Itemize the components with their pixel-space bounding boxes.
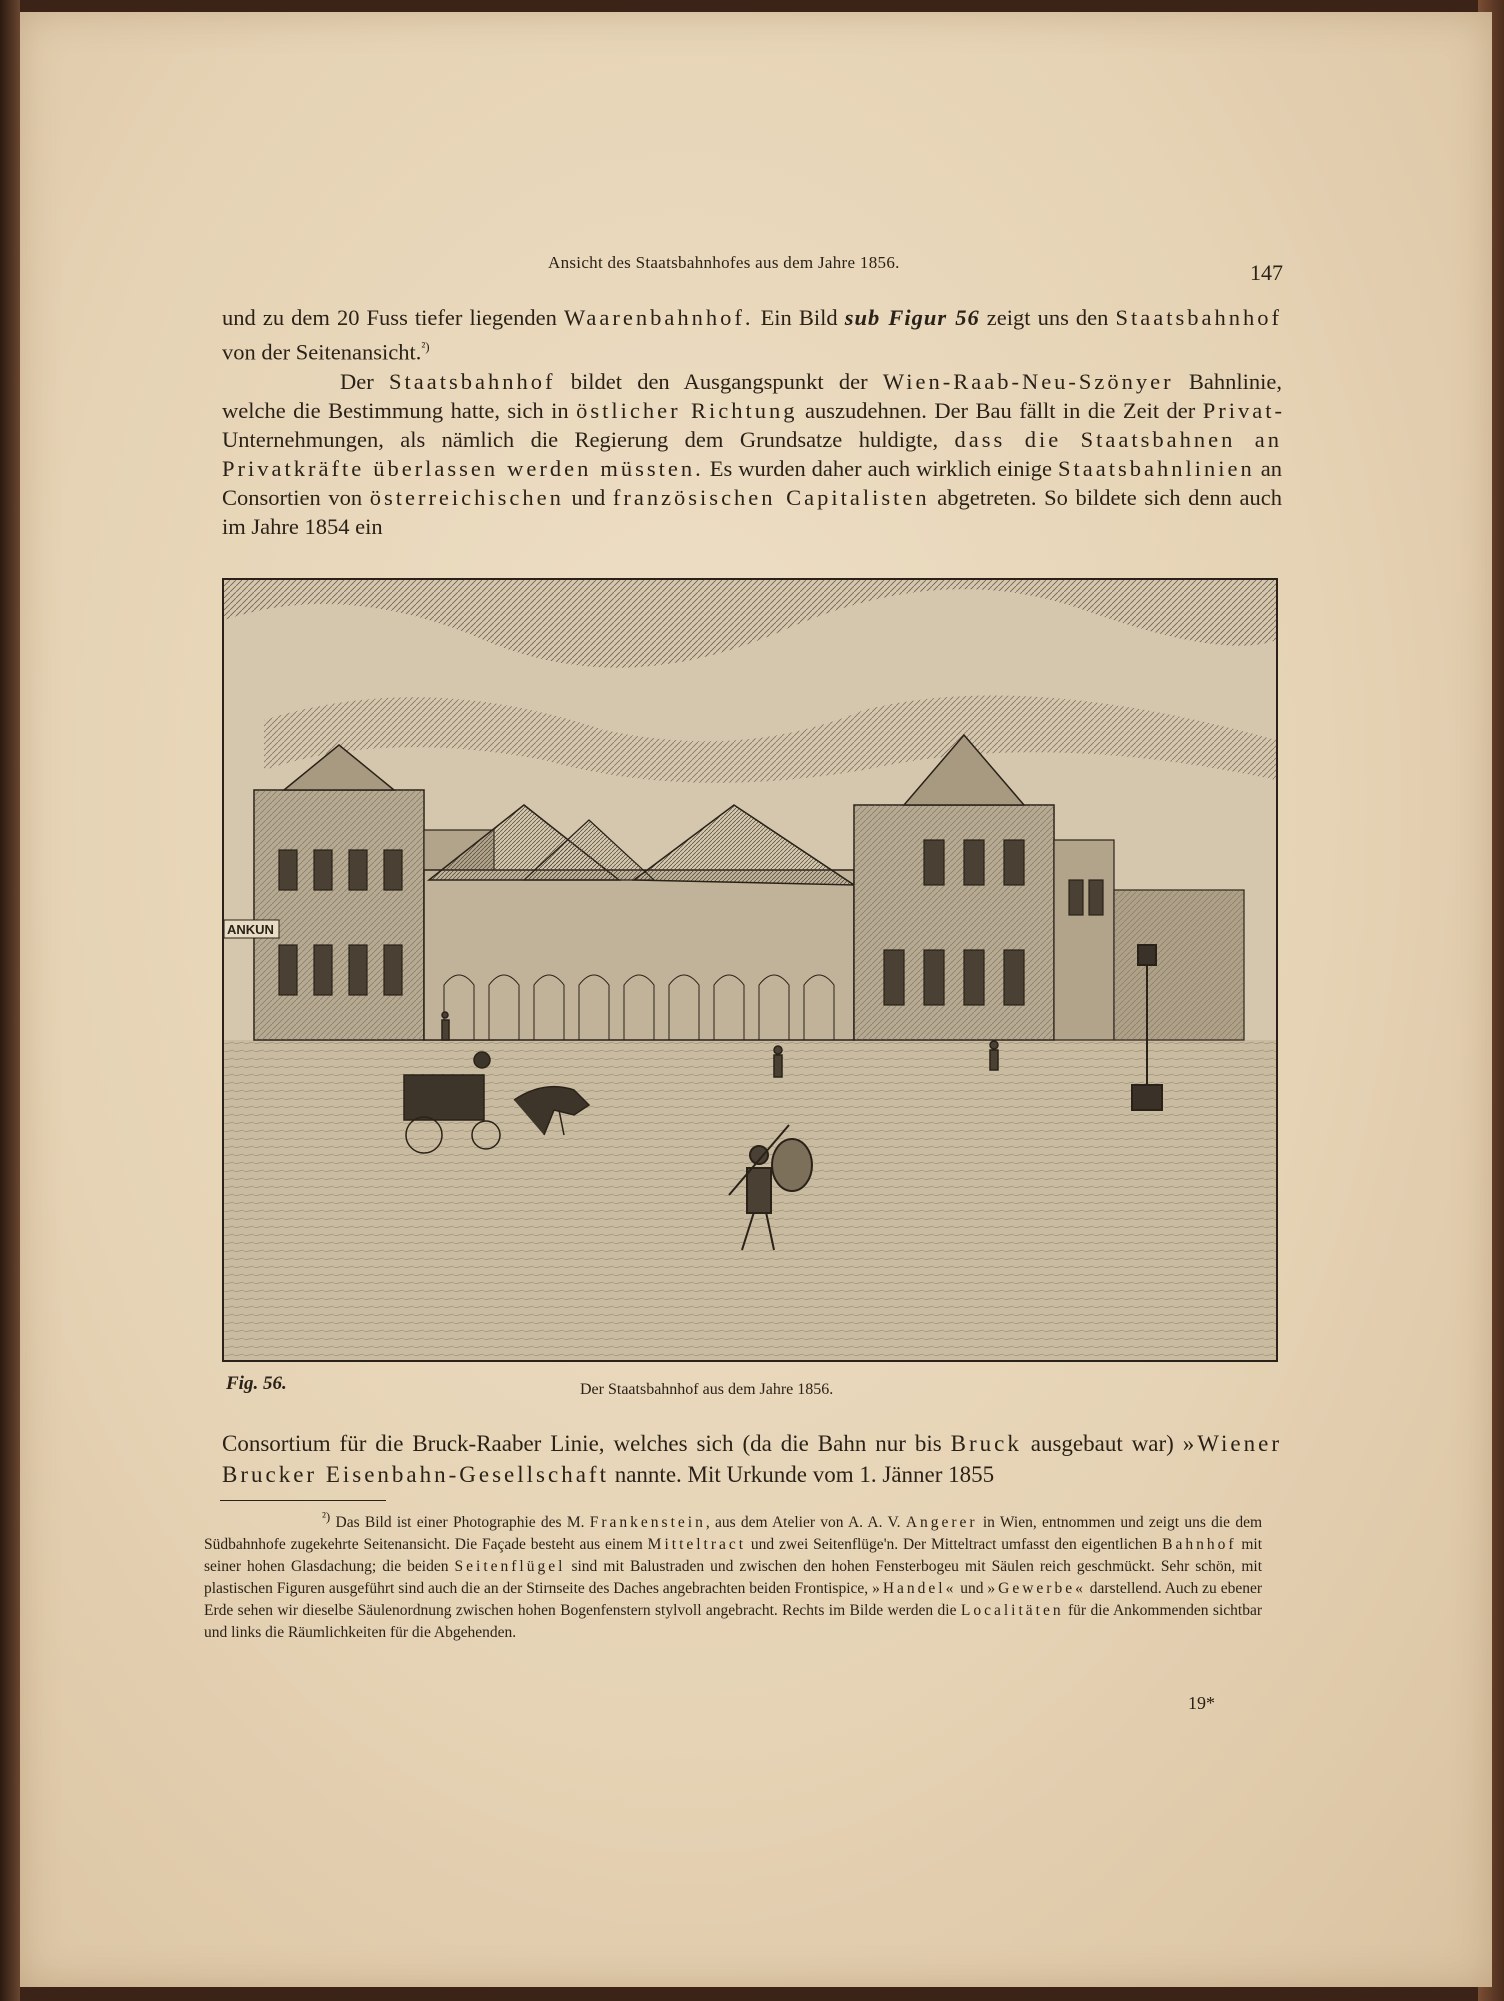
footnote-marker: ²) [322, 1509, 331, 1524]
spaced-term: Frankenstein [589, 1514, 706, 1532]
text-run: bildet den Ausgangspunkt der [555, 368, 883, 394]
signature-mark: 19* [1188, 1693, 1215, 1713]
text-run: nannte. Mit Urkunde vom 1. Jänner 1855 [608, 1462, 995, 1487]
spaced-term: Bahnhof [1162, 1536, 1237, 1554]
paragraph-1 [222, 303, 1282, 367]
spaced-term: Angerer [905, 1514, 978, 1532]
text-run: Der [340, 368, 389, 394]
arrival-sign-text: ANKUN [227, 922, 274, 937]
figure-label: Fig. 56. [226, 1373, 287, 1394]
text-run: , aus dem Atelier von A. A. V. [705, 1514, 906, 1532]
footnote-marker: ²) [421, 339, 430, 354]
spaced-term-staatsbahnhof: Staatsbahnhof [1115, 305, 1282, 330]
spaced-term: Privat [1202, 397, 1275, 423]
station-illustration [224, 580, 1276, 1360]
spaced-term: östlicher Richtung [576, 397, 798, 423]
text-run: und zwei Seitenflüge'n. Der Mitteltract umfasst den eigentlichen [746, 1536, 1163, 1554]
spaced-term: Seitenflügel [454, 1558, 566, 1576]
text-run: ausgebaut war) [1021, 1431, 1183, 1456]
text-run: Ein Bild [753, 305, 845, 330]
text-run: Bahnlinie, welche die Bestimmung hatte, sich in [222, 368, 1283, 423]
figure-caption: Der Staatsbahnhof aus dem Jahre 1856. [580, 1381, 834, 1398]
spaced-term-waarenbahnhof: Waarenbahnhof. [563, 305, 754, 330]
spaced-term: »Wiener Brucker Eisenbahn-Gesellschaft [222, 1431, 1283, 1487]
text-run: mit seiner hohen Glasdachung; die beiden [204, 1536, 1263, 1576]
text-run: auszudehnen. Der Bau fällt in die Zeit der [797, 397, 1203, 423]
spaced-term: Localitäten [960, 1602, 1064, 1620]
lower-text-block [222, 1428, 1282, 1490]
top-text-block [222, 303, 1282, 541]
figure-56-engraving [222, 578, 1278, 1362]
figure-reference: sub Figur 56 [844, 305, 980, 330]
text-run: Consortium für die Bruck-Raaber Linie, welches sich (da die Bahn nur bis [222, 1431, 951, 1456]
spaced-term: österreichischen [369, 484, 564, 510]
text-run: in Wien, entnommen und zeigt uns die dem Südbahnhofe zugekehrte Seitenansicht. Die Façade besteht aus einem [204, 1514, 1262, 1554]
spaced-term: Mitteltract [647, 1536, 747, 1554]
footnote-2 [204, 1506, 1262, 1644]
footnote-separator [220, 1500, 386, 1501]
text-run: an Consortien von [222, 455, 1282, 510]
text-run: für die Ankommenden sichtbar und links die Räumlichkeiten für die Abgehenden. [204, 1602, 1262, 1642]
text-run: zeigt uns den [979, 305, 1116, 330]
text-run: Es wurden daher auch wirklich einige [703, 455, 1059, 481]
spaced-term: »Gewerbe« [987, 1580, 1086, 1598]
spaced-term: »Handel« [872, 1580, 957, 1598]
spaced-term: Staatsbahnlinien [1058, 455, 1255, 481]
paragraph-3 [222, 1428, 1282, 1490]
text-run: und [956, 1580, 988, 1598]
spaced-term: französischen Capitalisten [612, 484, 930, 510]
text-run: sind mit Balustraden und zwischen den hohen Fensterbogeu mit Säulen reich geschmückt. Sehr schön, mit plastischen Figuren ausgeführt sind auch die an der Stirnseite des Daches angebrachten beiden Frontispice, [204, 1558, 1262, 1598]
page-number: 147 [1250, 260, 1283, 285]
text-run: abgetreten. So bildete sich denn auch im Jahre 1854 ein [222, 484, 1282, 539]
spaced-term: Bruck [950, 1431, 1022, 1456]
spaced-term: Staatsbahnhof [388, 368, 556, 394]
spaced-term: Wien-Raab-Neu-Szönyer [882, 368, 1174, 394]
paragraph-2 [222, 367, 1282, 541]
spaced-term: dass die Staatsbahnen an Privatkräfte überlassen werden müssten. [222, 426, 1282, 481]
text-run: und zu dem 20 Fuss tiefer liegenden [222, 305, 564, 330]
text-run: Das Bild ist einer Photographie des M. [330, 1514, 590, 1532]
book-left-edge [0, 0, 20, 2001]
footnote-block [204, 1506, 1262, 1644]
text-run: darstellend. Auch zu ebener Erde sehen wir dieselbe Säulenordnung zwischen hohen Bogenfenstern stylvoll angebracht. Rechts im Bilde werden die [204, 1580, 1263, 1620]
text-run: -Unternehmungen, als nämlich die Regierung dem Grundsatze huldigte, [222, 397, 1282, 452]
running-head: Ansicht des Staatsbahnhofes aus dem Jahre 1856. [548, 253, 900, 272]
text-run: und [563, 484, 613, 510]
text-run: von der Seitenansicht. [222, 339, 422, 365]
